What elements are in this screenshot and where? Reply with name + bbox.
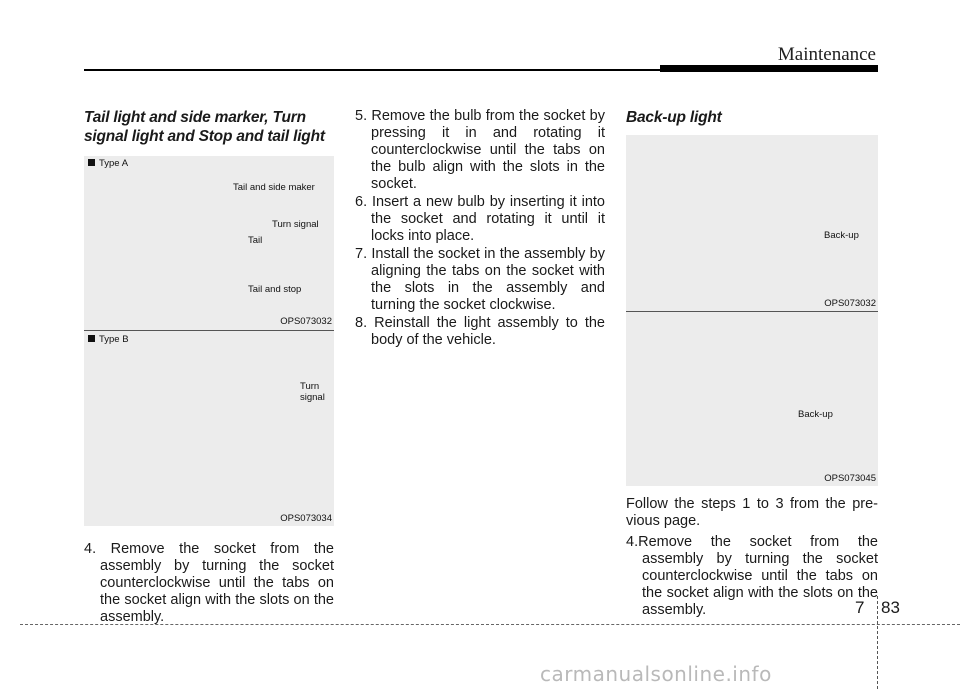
figure-code-a: OPS073032 xyxy=(280,316,332,327)
callout-tail-side-maker: Tail and side maker xyxy=(233,182,315,193)
step-item: 8. Reinstall the light assembly to the body of the vehicle. xyxy=(355,315,605,348)
right-step-list xyxy=(626,534,878,619)
middle-step-list xyxy=(355,108,605,349)
chapter-number: 7 xyxy=(855,598,865,617)
step-item: 4.Remove the socket from the assembly by turning the socket counterclockwise until the tabs on the socket align with the slots on the assembly. xyxy=(626,534,878,618)
tail-light-figure xyxy=(84,156,334,526)
callout-turn-signal: Turn signal xyxy=(272,219,319,230)
header-rule-thick xyxy=(660,65,878,72)
backup-light-figure-a xyxy=(626,135,878,311)
callout-back-up: Back-up xyxy=(824,230,859,241)
callout-turn: Turn xyxy=(300,381,320,392)
callout-back-up: Back-up xyxy=(798,409,833,420)
page-number: 83 xyxy=(881,598,900,617)
figure-code-b: OPS073034 xyxy=(280,513,332,524)
callout-tail-and-stop: Tail and stop xyxy=(248,284,302,295)
figure-code-a: OPS073032 xyxy=(824,298,876,309)
intro-paragraph: Follow the steps 1 to 3 from the pre-vious page. xyxy=(626,496,878,529)
right-column xyxy=(626,108,878,620)
step-item: 5. Remove the bulb from the socket by pressing it in and rotating it counterclockwise until the tabs on the bulb align with the slots in the socket. xyxy=(355,108,605,192)
bullet-square-icon xyxy=(88,159,95,166)
step-item: 7. Install the socket in the assembly by aligning the tabs on the socket with the slots in the assembly and turning the socket clockwise. xyxy=(355,246,605,313)
watermark: carmanualsonline.info xyxy=(540,662,772,686)
figure-divider xyxy=(84,330,334,331)
step-item: 4. Remove the socket from the assembly by turning the socket counterclockwise until the tabs on the socket align with the slots on the assembly. xyxy=(84,541,334,625)
bullet-square-icon xyxy=(88,335,95,342)
footer-divider xyxy=(877,596,878,689)
type-b-label: Type B xyxy=(88,334,129,345)
left-column xyxy=(84,108,334,627)
section-header-title: Maintenance xyxy=(777,44,876,65)
backup-light-section-title: Back-up light xyxy=(626,109,722,126)
middle-column xyxy=(355,108,605,350)
callout-signal: signal xyxy=(300,392,325,403)
left-step-list xyxy=(84,541,334,626)
step-item: 6. Insert a new bulb by inserting it into the socket and rotating it until it locks into place. xyxy=(355,194,605,244)
type-a-label: Type A xyxy=(88,158,128,169)
footer-rule xyxy=(20,624,960,625)
figure-code-b: OPS073045 xyxy=(824,473,876,484)
tail-light-section-title: Tail light and side marker, Turn signal light and Stop and tail light xyxy=(84,109,325,145)
backup-light-figure-b xyxy=(626,312,878,486)
header-rule xyxy=(84,69,664,71)
callout-tail: Tail xyxy=(248,235,263,246)
